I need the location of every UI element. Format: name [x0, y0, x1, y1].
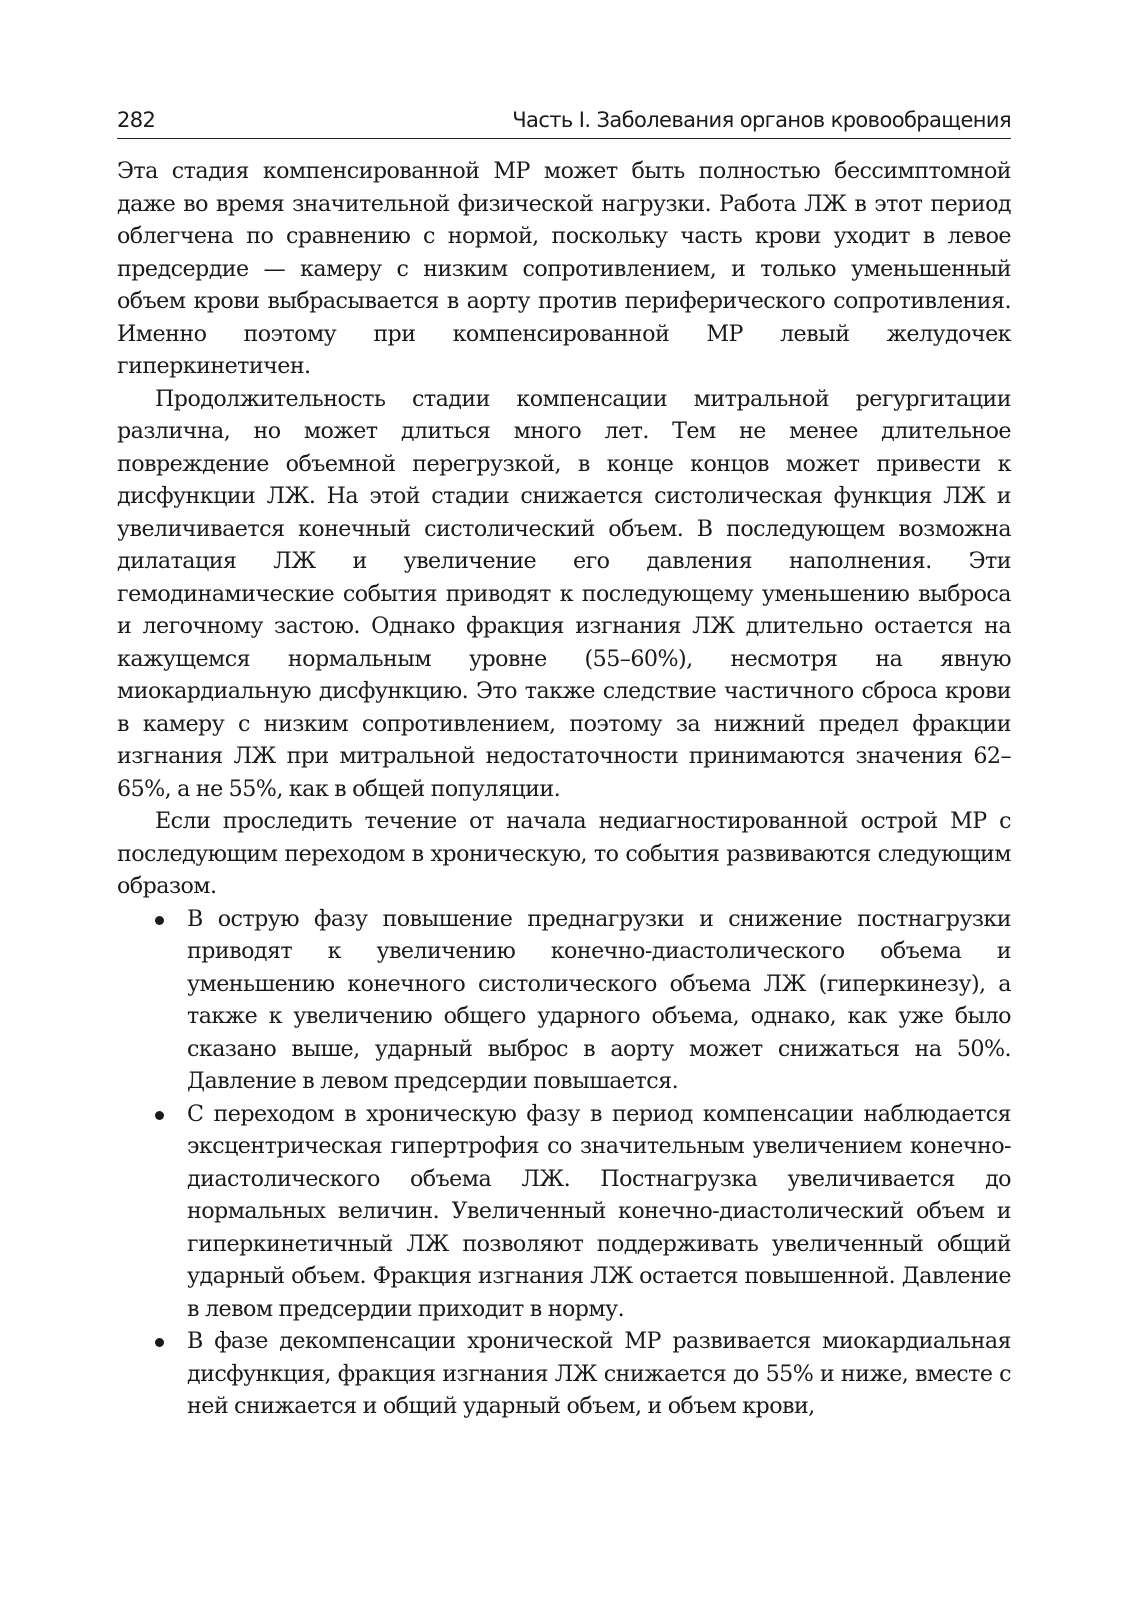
paragraph: Продолжительность стадии компенсации митральной регургитации различна, но может длиться много лет. Тем не менее длительное повреждение объемной перегрузкой, в конце концов может привести к дисфункции ЛЖ. На этой стадии снижается систолическая функция ЛЖ и увеличивается конечный систолический объем. В последующем возможна дилатация ЛЖ и увеличение его давления наполнения. Эти гемодинамические события приводят к последующему уменьшению выброса и легочному застою. Однако фракция изгнания ЛЖ длительно остается на кажущемся нормальным уровне (55–60%), несмотря на явную миокардиальную дисфункцию. Это также следствие частичного сброса крови в камеру с низким сопротивлением, поэтому за нижний предел фракции изгнания ЛЖ при митральной недостаточности принимаются значения 62–65%, а не 55%, как в общей популяции.	[117, 385, 1011, 802]
paragraph: Если проследить течение от начала недиагностированной острой МР с последующим переходом в хроническую, то события развиваются следующим образом.	[117, 808, 1011, 899]
page-body	[117, 155, 1011, 1423]
list-item-text: В острую фазу повышение преднагрузки и снижение постнагрузки приводят к увеличению конечно-диастолического объема и уменьшению конечного систолического объема ЛЖ (гиперкинезу), а также к увеличению общего ударного объема, однако, как уже было сказано выше, ударный выброс в аорту может снижаться на 50%. Давление в левом предсердии повышается.	[187, 905, 1011, 1094]
list-item-text: С переходом в хроническую фазу в период компенсации наблюдается эксцентрическая гипертрофия со значительным увеличением конечно-диастолического объема ЛЖ. Постнагрузка увеличивается до нормальных величин. Увеличенный конечно-диастолический объем и гиперкинетичный ЛЖ позволяют поддерживать увеличенный общий ударный объем. Фракция изгнания ЛЖ остается повышенной. Давление в левом предсердии приходит в норму.	[187, 1100, 1011, 1322]
paragraph: Эта стадия компенсированной МР может быть полностью бессимптомной даже во время значительной физической нагрузки. Работа ЛЖ в этот период облегчена по сравнению с нормой, поскольку часть крови уходит в левое предсердие — камеру с низким сопротивлением, и только уменьшенный объем крови выбрасывается в аорту против периферического сопротивления. Именно поэтому при компенсированной МР левый желудочек гиперкинетичен.	[117, 158, 1011, 379]
bullet-icon	[155, 916, 164, 925]
bullet-icon	[155, 1111, 164, 1120]
running-header	[117, 108, 1011, 139]
page-number: 282	[117, 108, 156, 132]
book-page	[117, 108, 1011, 1423]
bullet-list	[117, 903, 1011, 1423]
list-item	[187, 903, 1011, 1098]
bullet-icon	[155, 1338, 164, 1347]
list-item	[187, 1325, 1011, 1423]
section-title: Часть I. Заболевания органов кровообращения	[512, 108, 1011, 132]
list-item-text: В фазе декомпенсации хронической МР развивается миокардиальная дисфункция, фракция изгнания ЛЖ снижается до 55% и ниже, вместе с ней снижается и общий ударный объем, и объем крови,	[187, 1328, 1011, 1419]
list-item	[187, 1098, 1011, 1326]
